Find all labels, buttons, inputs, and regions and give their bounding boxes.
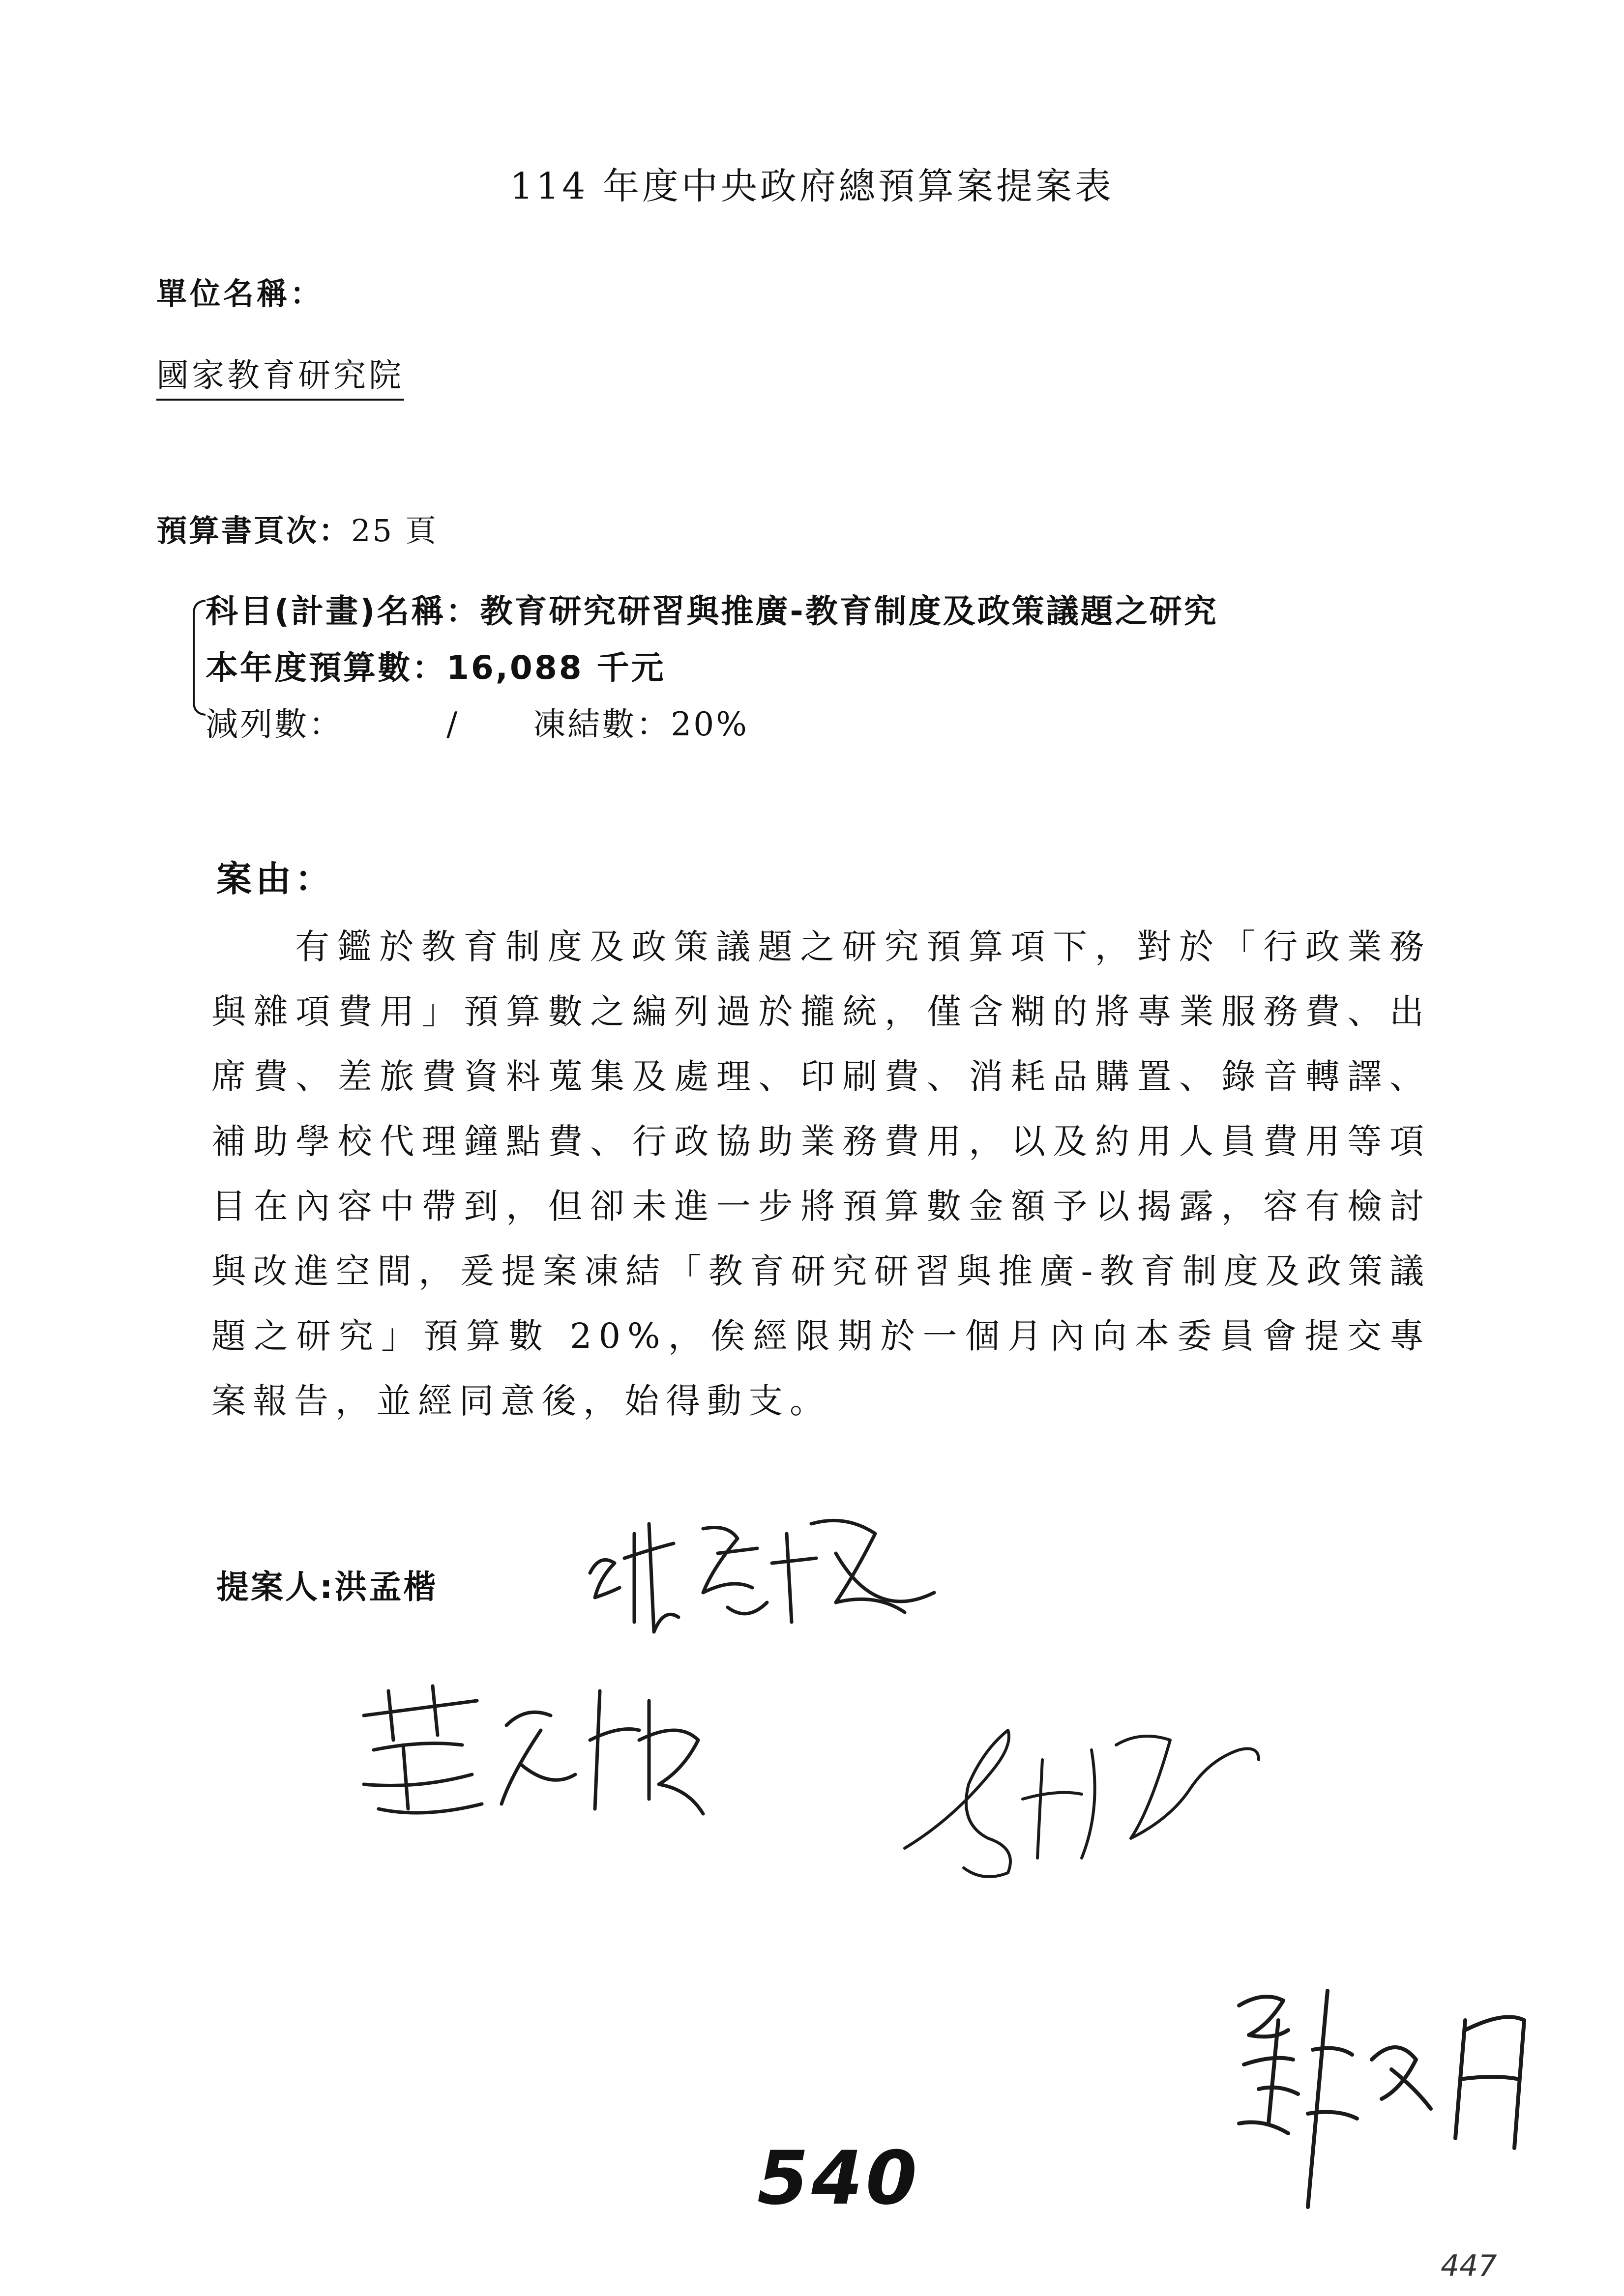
signature-2 xyxy=(344,1661,718,1824)
signature-4 xyxy=(1210,1961,1564,2217)
reduction-freeze-line xyxy=(206,698,749,745)
document-title: 114 年度中央政府總預算案提案表 xyxy=(510,165,1114,207)
budget-page-reference xyxy=(156,506,438,550)
signature-3 xyxy=(895,1711,1269,1888)
freeze-label: 凍結數： xyxy=(533,705,671,743)
budget-value: 16,088 千元 xyxy=(446,649,666,687)
proposer-line xyxy=(216,1561,438,1607)
freeze-value: 20% xyxy=(671,705,749,743)
reduction-label: 減列數： xyxy=(206,705,343,743)
page-ref-label: 預算書頁次： xyxy=(156,513,352,549)
budget-label: 本年度預算數： xyxy=(206,649,446,687)
proposer-name: 洪孟楷 xyxy=(334,1568,438,1606)
reduction-value: / xyxy=(446,705,460,743)
proposer-label: 提案人: xyxy=(216,1568,335,1606)
subject-line xyxy=(206,585,1218,632)
handwritten-page-number: 540 xyxy=(757,2136,920,2221)
reason-body: 有鑑於教育制度及政策議題之研究預算項下，對於「行政業務與雜項費用」預算數之編列過於攏統，僅含糊的將專業服務費、出席費、差旅費資料蒐集及處理、印刷費、消耗品購置、錄音轉譯、補助學校代理鐘點費、行政協助業務費用，以及約用人員費用等項目在內容中帶到，但卻未進一步將預算數金額予以揭露，容有檢討與改進空間，爰提案凍結「教育研究研習與推廣-教育制度及政策議題之研究」預算數 20%，俟經限期於一個月內向本委員會提交專案報告，並經同意後，始得動支。 xyxy=(211,927,1431,1421)
unit-label: 單位名稱： xyxy=(156,276,324,312)
reason-label: 案由： xyxy=(216,858,335,900)
signature-1 xyxy=(580,1494,954,1642)
page-ref-value: 25 頁 xyxy=(351,513,438,549)
unit-name: 國家教育研究院 xyxy=(156,349,404,401)
subject-value: 教育研究研習與推廣-教育制度及政策議題之研究 xyxy=(480,592,1218,630)
subject-label: 科目(計畫)名稱： xyxy=(206,592,480,630)
handwritten-small-number: 447 xyxy=(1441,2249,1497,2283)
budget-line xyxy=(206,641,666,688)
